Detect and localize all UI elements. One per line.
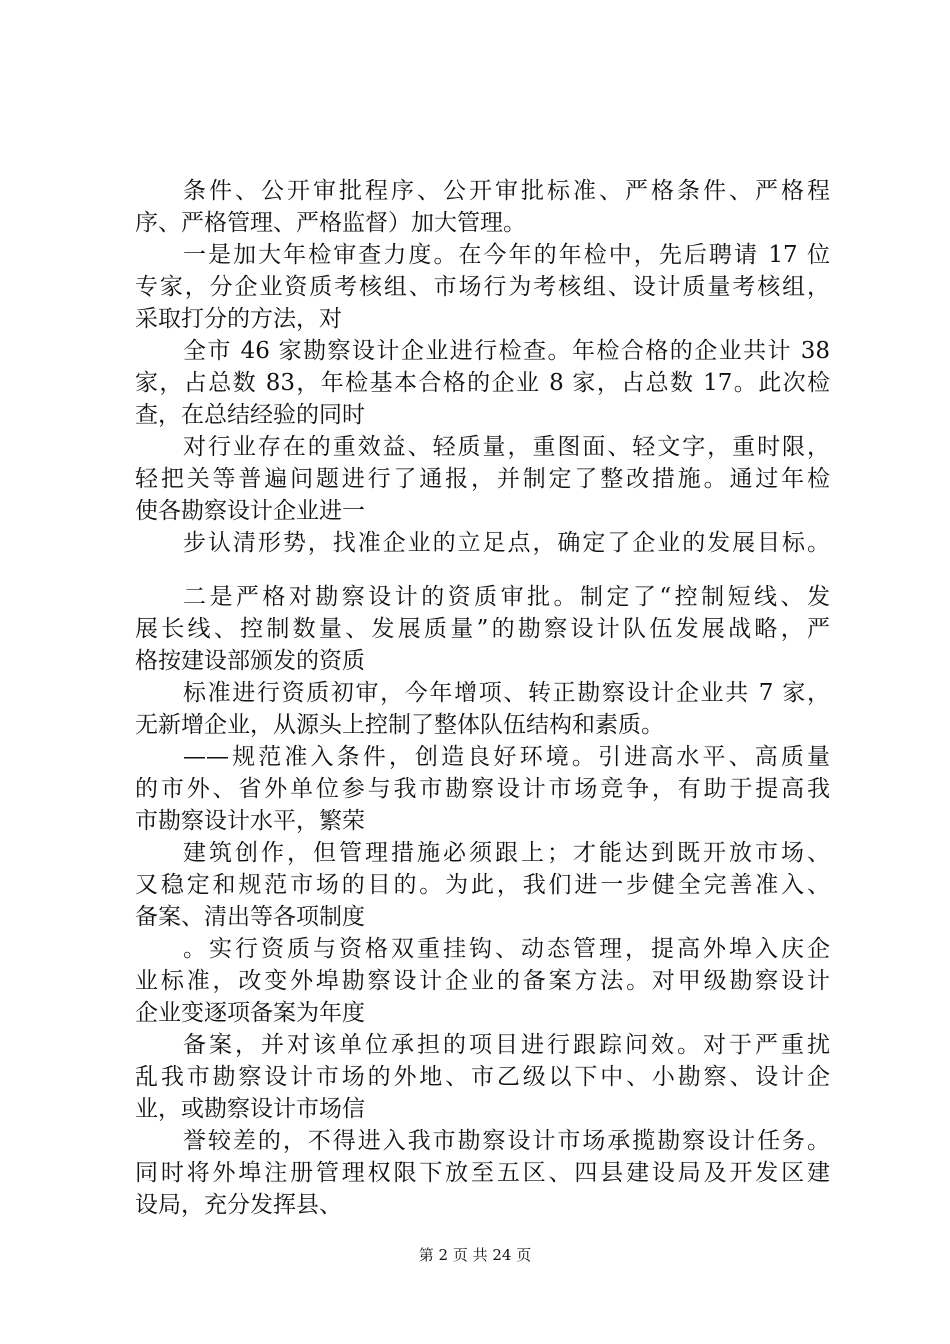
text-line: 业标准，改变外埠勘察设计企业的备案方法。对甲级勘察设计 [135,968,830,994]
text-line: 标准进行资质初审，今年增项、转正勘察设计企业共 7 家， [183,680,830,706]
text-line: 同时将外埠注册管理权限下放至五区、四县建设局及开发区建 [135,1160,830,1186]
text-line: 格按建设部颁发的资质 [135,648,365,674]
text-line: 无新增企业，从源头上控制了整体队伍结构和素质。 [135,712,664,738]
text-line: 企业变逐项备案为年度 [135,1000,365,1026]
text-line: 展长线、控制数量、发展质量”的勘察设计队伍发展战略，严 [135,616,830,642]
text-line: 一是加大年检审查力度。在今年的年检中，先后聘请 17 位 [183,242,830,268]
text-line: ——规范准入条件，创造良好环境。引进高水平、高质量 [183,744,830,770]
text-line: 二是严格对勘察设计的资质审批。制定了“控制短线、发 [183,584,830,610]
text-line: 对行业存在的重效益、轻质量，重图面、轻文字，重时限， [183,434,830,460]
text-line: 建筑创作，但管理措施必须跟上；才能达到既开放市场、 [183,840,830,866]
text-line: 采取打分的方法，对 [135,306,342,332]
text-line: 步认清形势，找准企业的立足点，确定了企业的发展目标。 [183,530,830,556]
text-line: 誉较差的，不得进入我市勘察设计市场承揽勘察设计任务。 [183,1128,830,1154]
text-line: 使各勘察设计企业进一 [135,498,365,524]
text-line: 备案，并对该单位承担的项目进行跟踪问效。对于严重扰 [183,1032,830,1058]
text-line: 查，在总结经验的同时 [135,402,365,428]
text-line: 设局，充分发挥县、 [135,1192,342,1218]
text-line: 条件、公开审批程序、公开审批标准、严格条件、严格程 [183,178,830,204]
text-line: 乱我市勘察设计市场的外地、市乙级以下中、小勘察、设计企 [135,1064,830,1090]
text-line: 又稳定和规范市场的目的。为此，我们进一步健全完善准入、 [135,872,830,898]
text-line: 家，占总数 83，年检基本合格的企业 8 家，占总数 17。此次检 [135,370,830,396]
text-line: 轻把关等普遍问题进行了通报，并制定了整改措施。通过年检 [135,466,830,492]
text-line: 。实行资质与资格双重挂钩、动态管理，提高外埠入庆企 [183,936,830,962]
text-line: 全市 46 家勘察设计企业进行检查。年检合格的企业共计 38 [183,338,830,364]
text-line: 业，或勘察设计市场信 [135,1096,365,1122]
page-number-footer: 第 2 页 共 24 页 [418,1246,532,1264]
text-line: 的市外、省外单位参与我市勘察设计市场竞争，有助于提高我 [135,776,830,802]
text-line: 序、严格管理、严格监督）加大管理。 [135,210,526,236]
text-line: 备案、清出等各项制度 [135,904,365,930]
text-line: 专家，分企业资质考核组、市场行为考核组、设计质量考核组， [135,274,830,300]
text-line: 市勘察设计水平，繁荣 [135,808,365,834]
